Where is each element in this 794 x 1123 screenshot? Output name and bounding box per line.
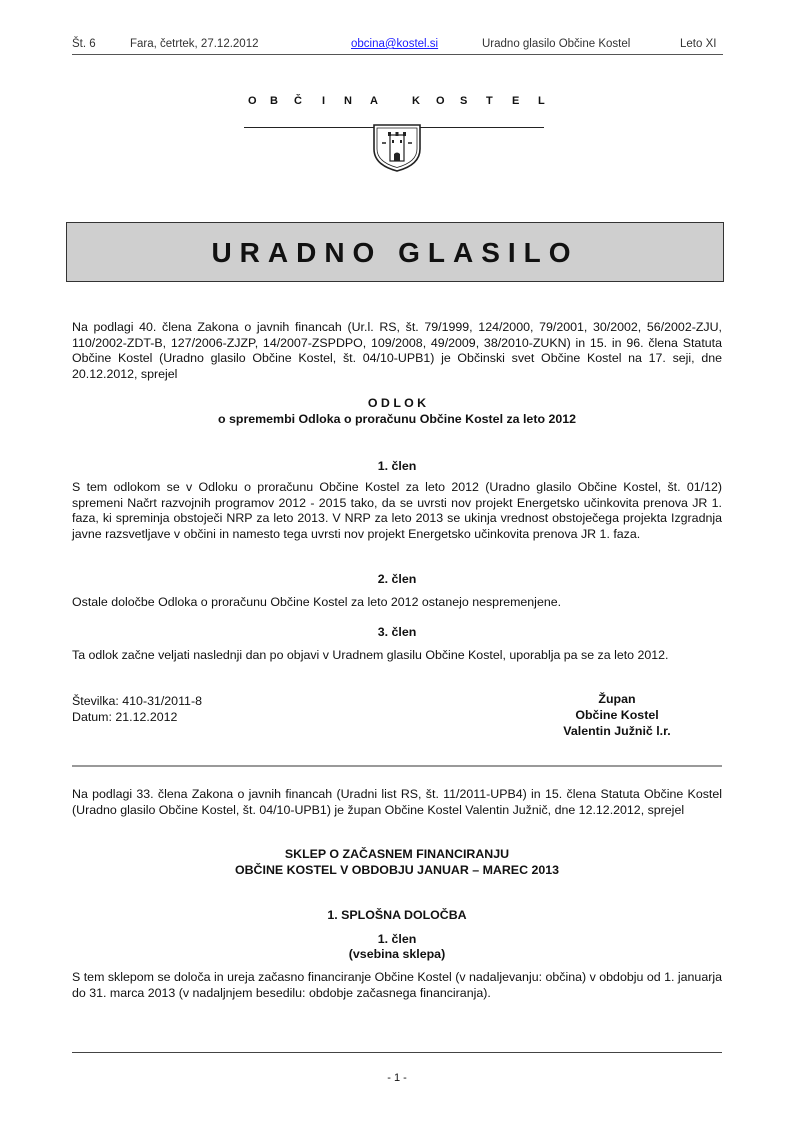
sklep-article-1-text: S tem sklepom se določa in ureja začasno financiranje Občine Kostel (v nadaljevanju: občina) v obdobju od 1. januarja do 31. marca 2013 (v nadaljnjem besedilu: obdobje začasnega financiranja). [72,970,722,1000]
sklep-article-1-heading: 1. člen [377,932,417,946]
odlok-intro: Na podlagi 40. člena Zakona o javnih financah (Ur.l. RS, št. 79/1999, 124/2000, 79/2001, 30/2002, 56/2002-ZJU, 110/2002-ZDT-B, 127/2006-ZJZP, 14/2007-ZSPDPO, 109/2008, 49/2009, 38/2010-ZUKN) in 15. in 96. člena Statuta Občine Kostel (Uradno glasilo Občine Kostel, št. 04/10-UPB1) je Občinski svet Občine Kostel na 17. seji, dne 20.12.2012, sprejel [72,320,722,381]
email-link[interactable]: obcina@kostel.si [351,38,439,50]
issue-number: Št. 6 [72,38,96,50]
document-number: Številka: 410-31/2011-8 [72,694,202,708]
section-divider [72,765,722,767]
place-date: Fara, četrtek, 27.12.2012 [130,38,259,50]
signature-title: Župan [598,692,636,706]
footer-rule [72,1052,722,1053]
odlok-subtitle: o spremembi Odloka o proračunu Občine Kostel za leto 2012 [217,412,577,426]
volume-year: Leto XI [680,38,717,50]
sklep-article-1-subheading: (vsebina sklepa) [348,947,446,961]
signature-office: Občine Kostel [575,708,659,722]
coat-of-arms-icon [370,121,424,178]
sklep-intro: Na podlagi 33. člena Zakona o javnih financah (Uradni list RS, št. 11/2011-UPB4) in 15. člena Statuta Občine Kostel (Uradno glasilo Občine Kostel, št. 04/10-UPB1) je župan Občine Kostel Valentin Južnič, dne 12.12.2012, sprejel [72,787,722,817]
gazette-banner: URADNO GLASILO [66,222,724,282]
page-number: - 1 - [387,1072,407,1084]
odlok-title: O D L O K [367,396,427,410]
sklep-section-heading: 1. SPLOŠNA DOLOČBA [327,908,467,922]
odlok-article-2-text: Ostale določbe Odloka o proračunu Občine Kostel za leto 2012 ostanejo nespremenjene. [72,595,562,609]
document-date: Datum: 21.12.2012 [72,710,178,724]
odlok-article-3-heading: 3. člen [377,625,417,639]
odlok-article-1-text: S tem odlokom se v Odloku o proračunu Občine Kostel za leto 2012 (Uradno glasilo Občine Kostel, št. 01/12) spremeni Načrt razvojnih programov 2012 - 2015 tako, da se uvrsti nov projekt Energetsko učinkovita prenova JR 1. faza, ki spreminja obstoječi NRP za leto 2013. V NRP za leto 2013 se ukinja vrednost obstoječega projekta Izgradnja javne razsvetljave v občini in namesto tega uvrsti nov projekt Energetsko učinkovita prenova JR 1. faza. [72,480,722,541]
odlok-article-3-text: Ta odlok začne veljati naslednji dan po objavi v Uradnem glasilu Občine Kostel, uporablja pa se za leto 2012. [72,648,669,662]
signature-name: Valentin Južnič l.r. [563,724,671,738]
odlok-article-1-heading: 1. člen [377,459,417,473]
running-header [72,38,723,55]
publication-name: Uradno glasilo Občine Kostel [482,38,631,50]
odlok-article-2-heading: 2. člen [377,572,417,586]
sklep-title-line-1: SKLEP O ZAČASNEM FINANCIRANJU [284,847,510,861]
sklep-title-line-2: OBČINE KOSTEL V OBDOBJU JANUAR – MAREC 2013 [234,863,560,877]
